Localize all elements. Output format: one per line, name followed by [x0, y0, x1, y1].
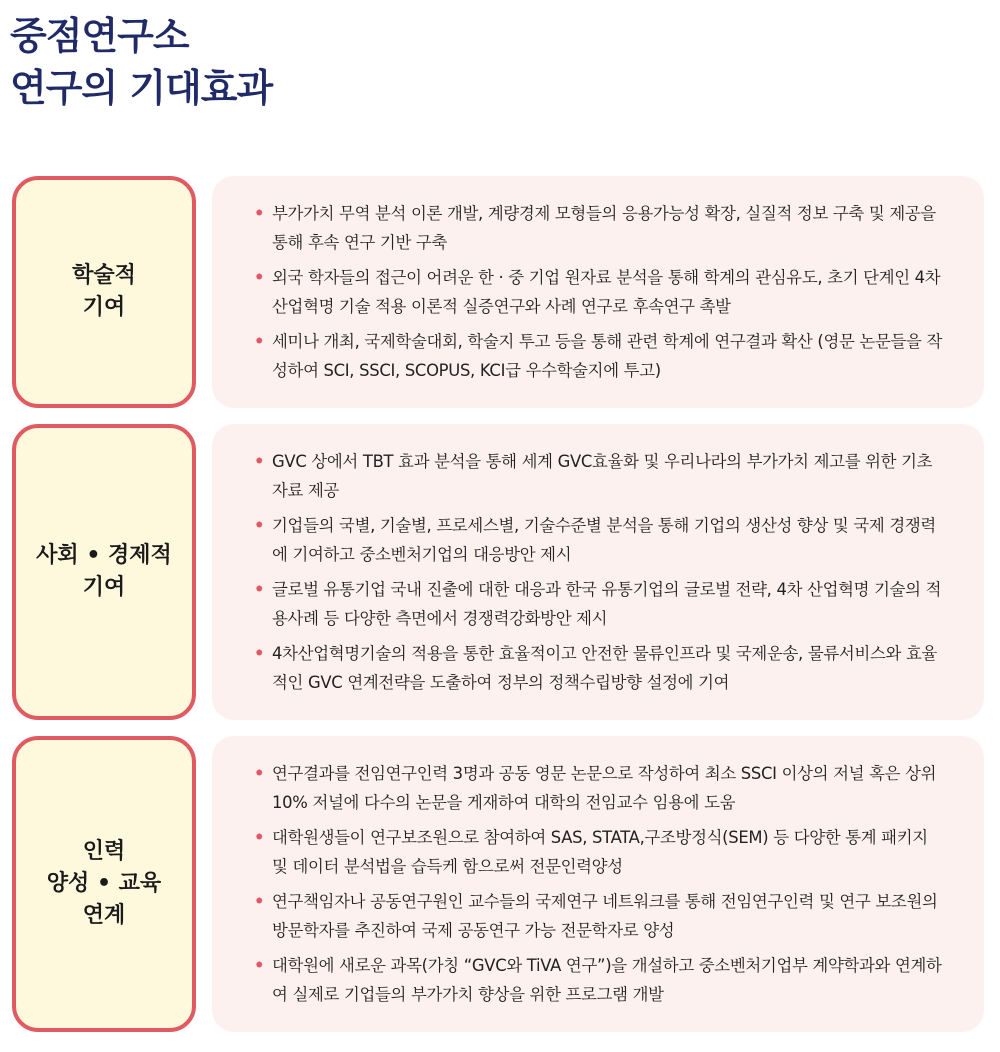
bullet-dot-icon: •: [254, 892, 265, 911]
bullet-dot-icon: •: [254, 204, 265, 223]
bullet-text: 4차산업혁명기술의 적용을 통한 효율적이고 안전한 물류인프라 및 국제운송, 물류서비스와 효율적인 GVC 연계전략을 도출하여 정부의 정책수립방향 설정에 기여: [272, 644, 938, 692]
bullet-item: [254, 263, 948, 321]
bullet-text: 연구책임자나 공동연구원인 교수들의 국제연구 네트워크를 통해 전임연구인력 및 연구 보조원의 방문학자를 추진하여 국제 공동연구 가능 전문학자로 양성: [272, 892, 938, 940]
section-label-line: 연계: [82, 903, 126, 928]
bullet-item: [254, 951, 948, 1009]
bullet-item: [254, 327, 948, 385]
bullet-text: 기업들의 국별, 기술별, 프로세스별, 기술수준별 분석을 통해 기업의 생산성 향상 및 국제 경쟁력에 기여하고 중소벤처기업의 대응방안 제시: [272, 516, 936, 564]
page-title-line-2: 연구의 기대효과: [10, 66, 273, 110]
bullet-text: GVC 상에서 TBT 효과 분석을 통해 세계 GVC효율화 및 우리나라의 부가가치 제고를 위한 기초 자료 제공: [272, 452, 933, 500]
bullet-dot-icon: •: [254, 828, 265, 847]
bullet-dot-icon: •: [254, 516, 265, 535]
section-content-box: [212, 736, 984, 1032]
section-label-line: 기여: [82, 575, 126, 600]
bullet-dot-icon: •: [254, 580, 265, 599]
section-content-box: [212, 176, 984, 408]
bullet-item: [254, 447, 948, 505]
section-label-line: 사회 • 경제적: [36, 543, 172, 568]
bullet-text: 글로벌 유통기업 국내 진출에 대한 대응과 한국 유통기업의 글로벌 전략, 4차 산업혁명 기술의 적용사례 등 다양한 측면에서 경쟁력강화방안 제시: [272, 580, 942, 628]
section-label-line: 인력: [82, 839, 126, 864]
bullet-text: 대학원에 새로운 과목(가칭 “GVC와 TiVA 연구”)을 개설하고 중소벤처기업부 계약학과와 연계하여 실제로 기업들의 부가가치 향상을 위한 프로그램 개발: [272, 956, 942, 1004]
bullet-item: [254, 759, 948, 817]
bullet-dot-icon: •: [254, 332, 265, 351]
section-label-box: [12, 736, 196, 1032]
bullet-dot-icon: •: [254, 644, 265, 663]
section-label-line: 기여: [82, 295, 126, 320]
bullet-text: 외국 학자들의 접근이 어려운 한 · 중 기업 원자료 분석을 통해 학계의 관심유도, 초기 단계인 4차 산업혁명 기술 적용 이론적 실증연구와 사례 연구로 후속연구 촉발: [272, 268, 941, 316]
bullet-text: 대학원생들이 연구보조원으로 참여하여 SAS, STATA,구조방정식(SEM) 등 다양한 통계 패키지 및 데이터 분석법을 습득케 함으로써 전문인력양성: [272, 828, 928, 876]
section-label-box: [12, 424, 196, 720]
bullet-item: [254, 575, 948, 633]
section-socio-economic: [12, 424, 984, 720]
bullet-dot-icon: •: [254, 956, 265, 975]
bullet-item: [254, 199, 948, 257]
page-title: [10, 10, 272, 114]
bullet-item: [254, 887, 948, 945]
bullet-item: [254, 823, 948, 881]
bullet-dot-icon: •: [254, 764, 265, 783]
bullet-text: 세미나 개최, 국제학술대회, 학술지 투고 등을 통해 관련 학계에 연구결과 확산 (영문 논문들을 작성하여 SCI, SSCI, SCOPUS, KCI급 우수학술지에 투고): [272, 332, 943, 380]
bullet-item: [254, 511, 948, 569]
bullet-text: 연구결과를 전임연구인력 3명과 공동 영문 논문으로 작성하여 최소 SSCI 이상의 저널 혹은 상위 10% 저널에 다수의 논문을 게재하여 대학의 전임교수 임용에 도움: [272, 764, 937, 812]
bullet-text: 부가가치 무역 분석 이론 개발, 계량경제 모형들의 응용가능성 확장, 실질적 정보 구축 및 제공을 통해 후속 연구 기반 구축: [272, 204, 936, 252]
section-label-line: 학술적: [72, 263, 136, 288]
page-title-line-1: 중점연구소: [10, 14, 189, 58]
bullet-dot-icon: •: [254, 452, 265, 471]
bullet-dot-icon: •: [254, 268, 265, 287]
section-academic: [12, 176, 984, 408]
section-label-line: 양성 • 교육: [46, 871, 162, 896]
section-workforce-education: [12, 736, 984, 1032]
section-content-box: [212, 424, 984, 720]
section-label-box: [12, 176, 196, 408]
bullet-item: [254, 639, 948, 697]
